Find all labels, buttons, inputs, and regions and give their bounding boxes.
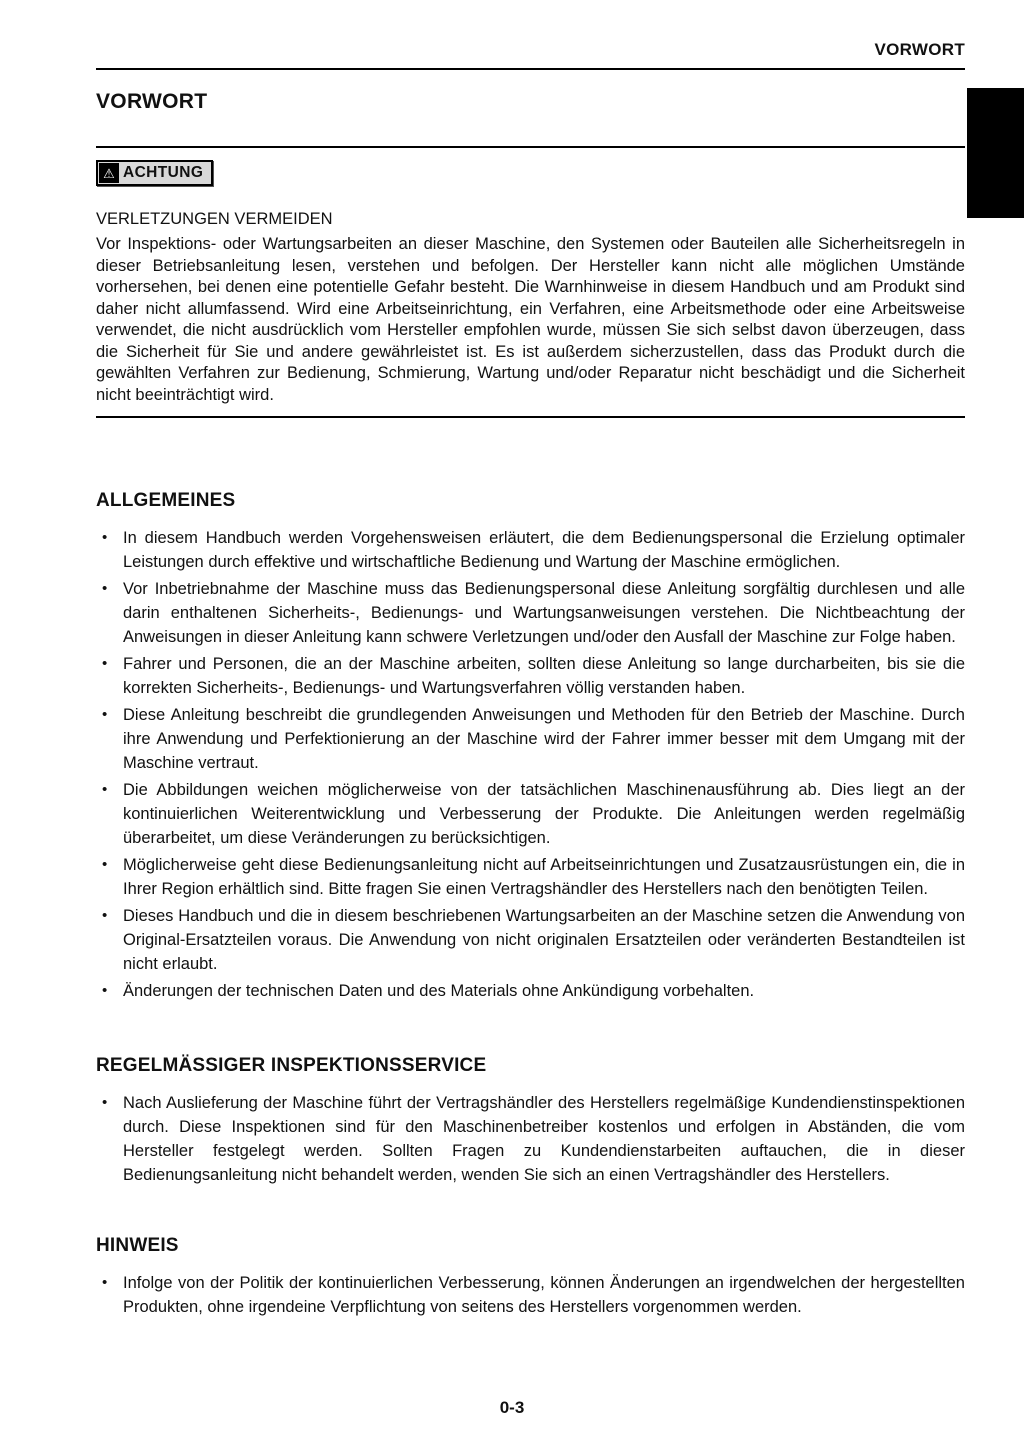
bullet-text: Möglicherweise geht diese Bedienungsanleitung nicht auf Arbeitseinrichtungen und Zusatzausrüstungen ein, die in Ihrer Region erhältlich sind. Bitte fragen Sie einen Vertragshändler des Herstellers nach den benötigten Teilen. xyxy=(123,856,965,898)
warning-subtitle: VERLETZUNGEN VERMEIDEN xyxy=(96,210,333,228)
warning-label-box xyxy=(96,160,213,186)
list-item xyxy=(96,652,965,700)
bullet-text: In diesem Handbuch werden Vorgehensweisen erläutert, die dem Bedienungspersonal die Erzielung optimaler Leistungen durch effektive und wirtschaftliche Bedienung und Wartung der Maschine ermöglichen. xyxy=(123,529,965,571)
list-item xyxy=(96,853,965,901)
section-heading-allgemeines: ALLGEMEINES xyxy=(96,490,236,511)
list-item xyxy=(96,904,965,976)
warning-section xyxy=(96,210,965,418)
warning-triangle-icon: ⚠ xyxy=(99,163,119,183)
warning-body-text: Vor Inspektions- oder Wartungsarbeiten an dieser Maschine, den Systemen oder Bauteilen alle Sicherheitsregeln in dieser Betriebsanleitung lesen, verstehen und befolgen. Der Hersteller kann nicht alle möglichen Umstände vorhersehen, bei denen eine potentielle Gefahr besteht. Die Warnhinweise in diesem Handbuch und am Produkt sind daher nicht allumfassend. Wird eine Arbeitseinrichtung, ein Verfahren, eine Arbeitsmethode oder eine Arbeitsweise verwendet, die nicht ausdrücklich vom Hersteller empfohlen wurde, müssen Sie sich selbst davon überzeugen, dass die Sicherheit für Sie und andere gewährleistet ist. Es ist außerdem sicherzustellen, dass das Produkt durch die gewählten Verfahren zur Bedienung, Schmierung, Wartung und/oder Reparatur nicht beschädigt und die Sicherheit nicht beeinträchtigt wird. xyxy=(96,235,965,404)
bullet-text: Änderungen der technischen Daten und des Materials ohne Ankündigung vorbehalten. xyxy=(123,982,755,1000)
bullet-text: Nach Auslieferung der Maschine führt der Vertragshändler des Herstellers regelmäßige Kundendienstinspektionen durch. Diese Inspektionen sind für den Maschinenbetreiber kostenlos und erfolgen in Abständen, die vom Hersteller festgelegt werden. Sollten Fragen zu Kundendienstarbeiten auftauchen, die in dieser Bedienungsanleitung nicht behandelt werden, wenden Sie sich an einen Vertragshändler des Herstellers. xyxy=(123,1094,965,1184)
section-heading-hinweis: HINWEIS xyxy=(96,1235,179,1256)
section-allgemeines xyxy=(96,490,965,1003)
section-inspektionsservice xyxy=(96,1055,965,1187)
list-item xyxy=(96,1271,965,1319)
list-item xyxy=(96,577,965,649)
bullet-text: Vor Inbetriebnahme der Maschine muss das Bedienungspersonal diese Anleitung sorgfältig durchlesen und alle darin enthaltenen Sicherheits-, Bedienungs- und Wartungsanweisungen verstehen. Die Nichtbeachtung der Anweisungen in dieser Anleitung kann schwere Verletzungen und/oder den Ausfall der Maschine zur Folge haben. xyxy=(123,580,965,646)
list-item xyxy=(96,703,965,775)
list-item xyxy=(96,1091,965,1187)
bullet-text: Fahrer und Personen, die an der Maschine arbeiten, sollten diese Anleitung so lange durcharbeiten, bis sie die korrekten Sicherheits-, Bedienungs- und Wartungsverfahren völlig verstanden haben. xyxy=(123,655,965,697)
warning-label: ACHTUNG xyxy=(123,164,204,181)
header-divider xyxy=(96,68,965,70)
list-item xyxy=(96,979,965,1003)
page-title: VORWORT xyxy=(96,90,208,113)
title-divider xyxy=(96,146,965,148)
bullet-list-inspektionsservice xyxy=(96,1091,965,1187)
running-header-title: VORWORT xyxy=(874,40,965,59)
section-hinweis xyxy=(96,1235,965,1319)
page-number: 0-3 xyxy=(499,1398,525,1417)
bullet-text: Diese Anleitung beschreibt die grundlegenden Anweisungen und Methoden für den Betrieb der Maschine. Durch ihre Anwendung und Perfektionierung an der Maschine wird der Fahrer immer besser mit dem Umgang mit der Maschine vertraut. xyxy=(123,706,965,772)
bullet-list-allgemeines xyxy=(96,526,965,1003)
running-header xyxy=(96,40,965,60)
chapter-index-tab xyxy=(967,88,1024,218)
bullet-text: Die Abbildungen weichen möglicherweise von der tatsächlichen Maschinenausführung ab. Dies liegt an der kontinuierlichen Weiterentwicklung und Verbesserung der Produkte. Die Anleitungen werden regelmäßig überarbeitet, um diese Veränderungen zu berücksichtigen. xyxy=(123,781,965,847)
bullet-text: Infolge von der Politik der kontinuierlichen Verbesserung, können Änderungen an irgendwelchen der hergestellten Produkten, ohne irgendeine Verpflichtung von seitens des Herstellers vorgenommen werden. xyxy=(123,1274,965,1316)
bullet-text: Dieses Handbuch und die in diesem beschriebenen Wartungsarbeiten an der Maschine setzen die Anwendung von Original-Ersatzteilen voraus. Die Anwendung von nicht originalen Ersatzteilen oder veränderten Bestandteilen ist nicht erlaubt. xyxy=(123,907,965,973)
list-item xyxy=(96,526,965,574)
bullet-list-hinweis xyxy=(96,1271,965,1319)
list-item xyxy=(96,778,965,850)
section-heading-inspektionsservice: REGELMÄSSIGER INSPEKTIONSSERVICE xyxy=(96,1055,487,1076)
